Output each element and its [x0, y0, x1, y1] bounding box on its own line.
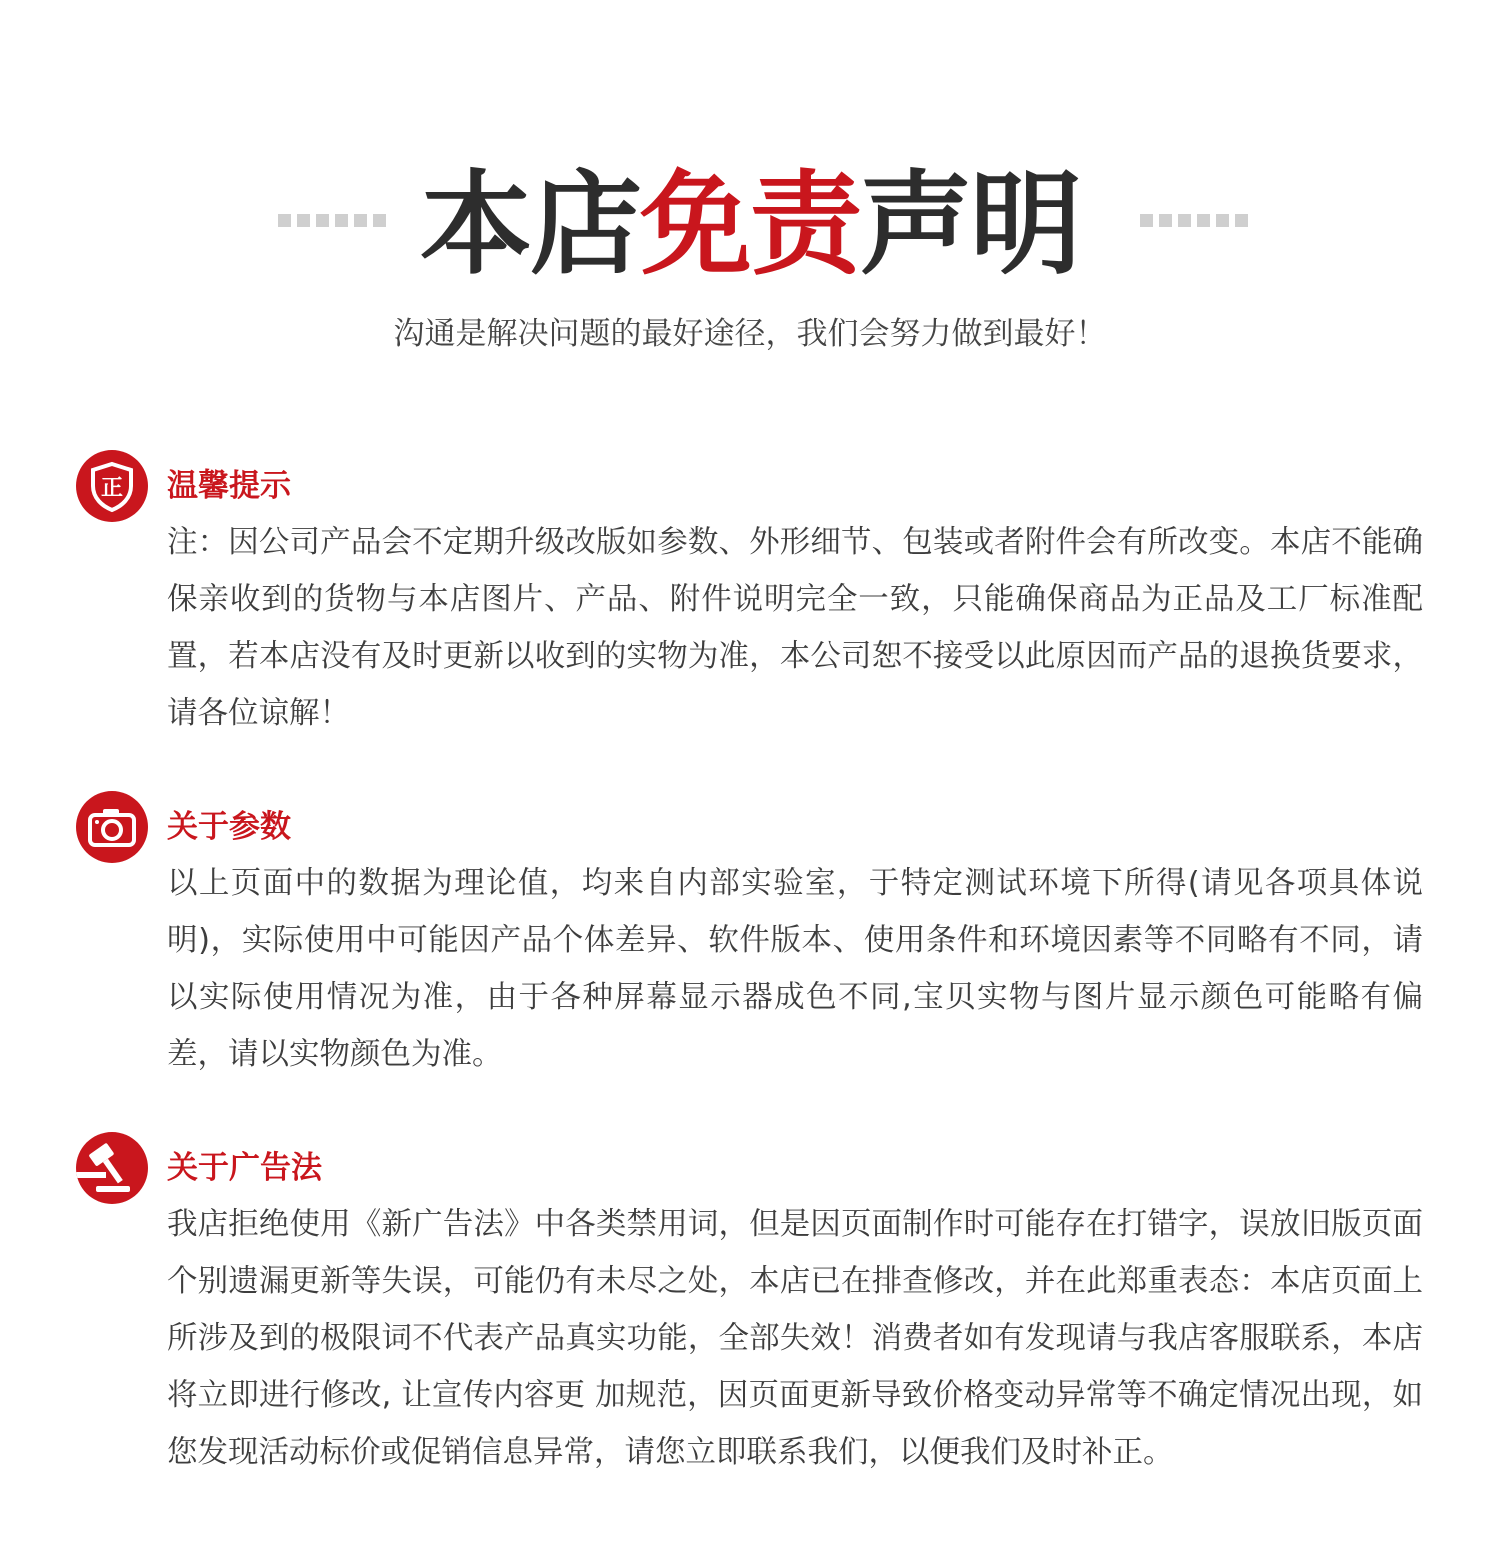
section-title: 关于参数: [167, 809, 291, 845]
section-body: 注：因公司产品会不定期升级改版如参数、外形细节、包装或者附件会有所改变。本店不能确保亲收到的货物与本店图片、产品、附件说明完全一致，只能确保商品为正品及工厂标准配置，若本店没有及时更新以收到的实物为准，本公司恕不接受以此原因而产品的退换货要求，请各位谅解！: [167, 525, 1423, 731]
shield-glyph: 正: [100, 476, 124, 501]
page-subtitle: 沟通是解决问题的最好途径，我们会努力做到最好！: [393, 316, 1107, 352]
camera-icon: [76, 791, 148, 863]
title-part-2: 声明: [860, 160, 1080, 290]
section-title: 温馨提示: [167, 468, 291, 504]
section-body: 以上页面中的数据为理论值，均来自内部实验室，于特定测试环境下所得(请见各项具体说明)，实际使用中可能因产品个体差异、软件版本、使用条件和环境因素等不同略有不同，请以实际使用情况为准，由于各种屏幕显示器成色不同,宝贝实物与图片显示颜色可能略有偏差，请以实物颜色为准。: [167, 866, 1423, 1072]
shield-icon: [76, 450, 148, 522]
title-part-1: 本店: [420, 160, 640, 290]
section-title: 关于广告法: [167, 1150, 322, 1186]
page-title: [0, 160, 1500, 290]
decorative-dots-right: [1140, 214, 1248, 227]
title-accent: 免责: [640, 160, 860, 290]
section-body: 我店拒绝使用《新广告法》中各类禁用词，但是因页面制作时可能存在打错字，误放旧版页面个别遗漏更新等失误，可能仍有未尽之处，本店已在排查修改，并在此郑重表态：本店页面上所涉及到的极限词不代表产品真实功能，全部失效！消费者如有发现请与我店客服联系，本店将立即进行修改, 让宣传内容更 加规范，因页面更新导致价格变动异常等不确定情况出现，如您发现活动标价或促销信息异常，请您立即联系我们，以便我们及时补正。: [167, 1207, 1423, 1470]
gavel-icon: [76, 1132, 148, 1204]
header: [0, 160, 1500, 290]
